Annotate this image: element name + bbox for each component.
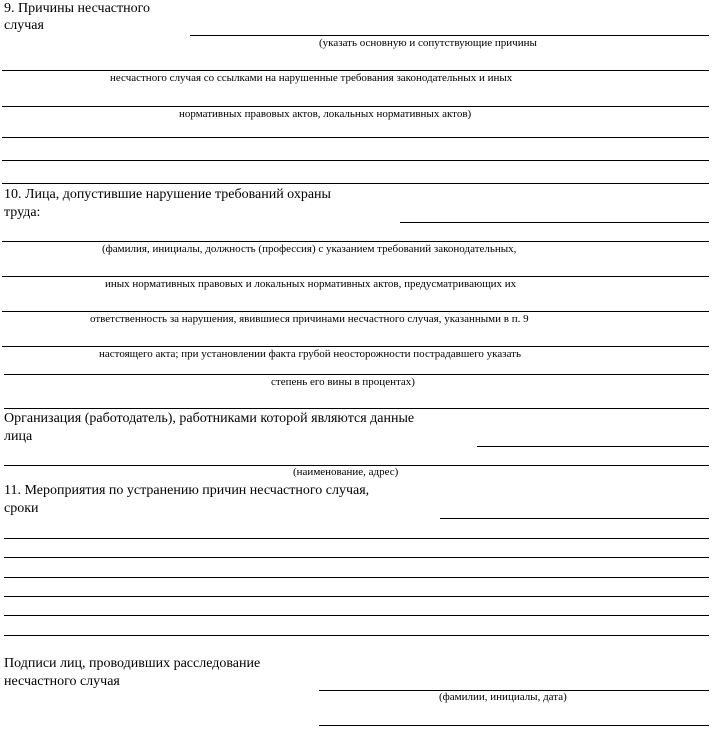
section9-hint3: нормативных правовых актов, локальных нормативных актов) [179, 108, 472, 120]
signatures-label-line2: несчастного случая [4, 674, 120, 689]
signatures-label-line1: Подписи лиц, проводивших расследование [4, 656, 261, 671]
underline [4, 408, 709, 409]
section11-measures-field-2[interactable] [4, 522, 709, 538]
section11-measures-field-6[interactable] [4, 599, 709, 615]
section10-persons-field-1[interactable] [400, 206, 709, 222]
section10-persons-field-5[interactable] [2, 330, 709, 346]
section9-hint1: (указать основную и сопутствующие причины [319, 37, 537, 49]
section9-hint2: несчастного случая со ссылками на нарушенные требования законодательных и иных [110, 72, 513, 84]
section10-persons-field-4[interactable] [2, 295, 709, 311]
underline [2, 311, 709, 312]
section11-label-line2: сроки [4, 501, 39, 516]
underline [2, 183, 709, 184]
section9-causes-field-2[interactable] [2, 54, 709, 70]
underline [4, 374, 709, 375]
section9-label-line2: случая [4, 18, 44, 33]
organization-label-line1: Организация (работодатель), работниками которой являются данные [4, 411, 415, 426]
section10-hint3: ответственность за нарушения, явившиеся причинами несчастного случая, указанными в п. 9 [90, 313, 529, 325]
underline [400, 222, 709, 223]
section10-persons-field-3[interactable] [2, 260, 709, 276]
organization-label-line2: лица [4, 429, 33, 444]
underline [4, 557, 709, 558]
signatures-hint: (фамилии, инициалы, дата) [439, 691, 567, 703]
section10-persons-field-2[interactable] [2, 225, 709, 241]
underline [2, 106, 709, 107]
underline [4, 615, 709, 616]
underline [319, 725, 709, 726]
organization-field-1[interactable] [477, 430, 709, 446]
section11-measures-field-7[interactable] [4, 619, 709, 635]
section9-causes-field-6[interactable] [2, 167, 709, 183]
section11-measures-field-1[interactable] [440, 502, 709, 518]
underline [440, 518, 709, 519]
section9-label-line1: 9. Причины несчастного [4, 1, 150, 16]
underline [190, 35, 709, 36]
signature-field-1[interactable] [319, 674, 709, 690]
section9-causes-field-4[interactable] [2, 121, 709, 137]
section10-label-line2: труда: [4, 205, 41, 220]
underline [4, 577, 709, 578]
underline [2, 137, 709, 138]
section10-hint5: степень его вины в процентах) [271, 376, 415, 388]
section9-causes-field-1[interactable] [190, 20, 709, 36]
underline [4, 596, 709, 597]
underline [477, 446, 709, 447]
section10-label-line1: 10. Лица, допустившие нарушение требований охраны [4, 187, 331, 202]
section10-hint2: иных нормативных правовых и локальных нормативных актов, предусматривающих их [105, 278, 517, 290]
section11-measures-field-3[interactable] [4, 541, 709, 557]
section9-causes-field-3[interactable] [2, 90, 709, 106]
section10-persons-field-7[interactable] [4, 392, 709, 408]
section10-hint1: (фамилия, инициалы, должность (профессия) с указанием требований законодательных, [102, 243, 517, 255]
underline [2, 276, 709, 277]
underline [2, 241, 709, 242]
organization-field-2[interactable] [4, 449, 709, 465]
underline [2, 346, 709, 347]
section11-measures-field-5[interactable] [4, 580, 709, 596]
signature-field-2[interactable] [319, 709, 709, 725]
section9-causes-field-5[interactable] [2, 144, 709, 160]
section11-label-line1: 11. Мероприятия по устранению причин несчастного случая, [4, 483, 370, 498]
section10-persons-field-6[interactable] [4, 358, 709, 374]
underline [2, 70, 709, 71]
section11-measures-field-4[interactable] [4, 561, 709, 577]
underline [4, 538, 709, 539]
organization-hint: (наименование, адрес) [293, 466, 399, 478]
section10-hint4: настоящего акта; при установлении факта грубой неосторожности пострадавшего указать [99, 348, 522, 360]
underline [2, 160, 709, 161]
underline [4, 635, 709, 636]
